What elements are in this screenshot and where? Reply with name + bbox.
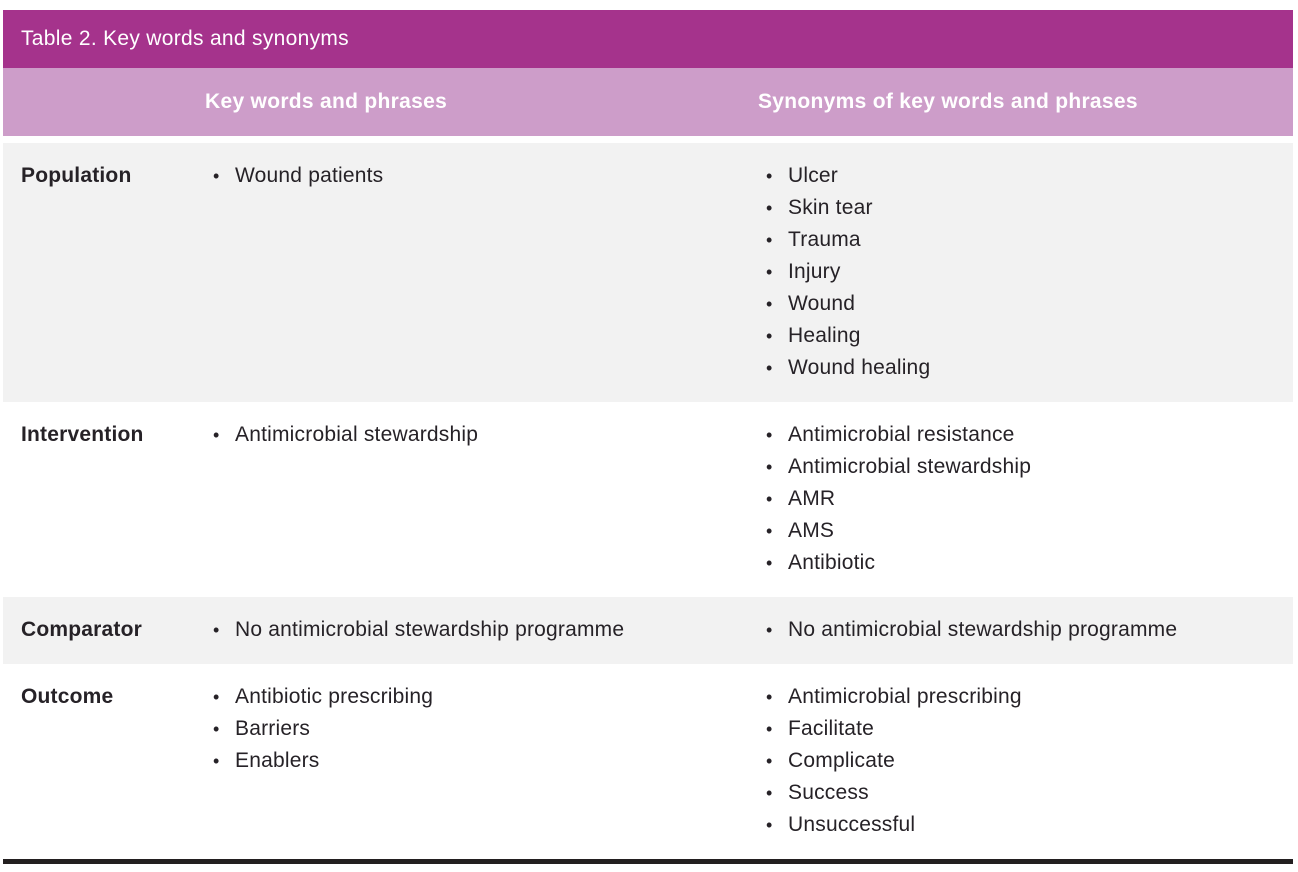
bullet-item bbox=[766, 192, 1293, 224]
bullet-text: No antimicrobial stewardship programme bbox=[235, 618, 625, 641]
bullet-text: Facilitate bbox=[788, 717, 875, 740]
bullet-icon: • bbox=[766, 166, 773, 186]
table-row bbox=[3, 597, 1293, 664]
column-header-row bbox=[3, 68, 1293, 136]
bullet-item bbox=[766, 777, 1293, 809]
bullet-icon: • bbox=[766, 687, 773, 707]
bullet-icon: • bbox=[213, 751, 220, 771]
bullet-text: AMS bbox=[788, 519, 835, 542]
bullet-icon: • bbox=[213, 620, 220, 640]
bullet-item bbox=[213, 419, 758, 451]
bullet-item bbox=[213, 681, 758, 713]
bullet-text: Trauma bbox=[788, 228, 861, 251]
synonyms-list bbox=[758, 614, 1293, 646]
bullet-icon: • bbox=[766, 783, 773, 803]
bullet-item bbox=[213, 713, 758, 745]
bullet-item bbox=[766, 614, 1293, 646]
bullet-item bbox=[766, 451, 1293, 483]
bullet-item bbox=[766, 809, 1293, 841]
bullet-icon: • bbox=[766, 815, 773, 835]
bullet-icon: • bbox=[766, 457, 773, 477]
bullet-text: No antimicrobial stewardship programme bbox=[788, 618, 1178, 641]
bullet-text: Antibiotic prescribing bbox=[235, 685, 434, 708]
bullet-icon: • bbox=[766, 198, 773, 218]
table-body bbox=[3, 143, 1293, 859]
bullet-item bbox=[766, 160, 1293, 192]
row-label: Population bbox=[21, 164, 132, 187]
row-label: Comparator bbox=[21, 618, 143, 641]
bullet-icon: • bbox=[766, 521, 773, 541]
bullet-text: Antibiotic bbox=[788, 551, 876, 574]
bullet-item bbox=[213, 160, 758, 192]
bullet-text: AMR bbox=[788, 487, 836, 510]
table-row bbox=[3, 402, 1293, 597]
keywords-list bbox=[205, 160, 758, 384]
synonyms-list bbox=[758, 681, 1293, 841]
synonyms-list bbox=[758, 419, 1293, 579]
bullet-item bbox=[766, 547, 1293, 579]
bullet-text: Healing bbox=[788, 324, 861, 347]
bullet-item bbox=[766, 745, 1293, 777]
bullet-item bbox=[766, 256, 1293, 288]
bullet-icon: • bbox=[766, 553, 773, 573]
bullet-text: Complicate bbox=[788, 749, 896, 772]
bullet-icon: • bbox=[213, 719, 220, 739]
bullet-item bbox=[766, 681, 1293, 713]
bullet-icon: • bbox=[766, 294, 773, 314]
table-bottom-rule bbox=[3, 859, 1293, 864]
bullet-item bbox=[766, 515, 1293, 547]
bullet-icon: • bbox=[213, 166, 220, 186]
bullet-icon: • bbox=[766, 719, 773, 739]
bullet-icon: • bbox=[213, 425, 220, 445]
keywords-list bbox=[205, 614, 758, 646]
table-row bbox=[3, 664, 1293, 859]
bullet-icon: • bbox=[766, 358, 773, 378]
bullet-text: Wound patients bbox=[235, 164, 384, 187]
bullet-text: Skin tear bbox=[788, 196, 873, 219]
bullet-item bbox=[213, 614, 758, 646]
bullet-text: Enablers bbox=[235, 749, 320, 772]
bullet-icon: • bbox=[766, 326, 773, 346]
row-label: Outcome bbox=[21, 685, 114, 708]
table-row bbox=[3, 143, 1293, 402]
bullet-text: Antimicrobial resistance bbox=[788, 423, 1015, 446]
bullet-item bbox=[766, 288, 1293, 320]
bullet-text: Antimicrobial stewardship bbox=[235, 423, 479, 446]
bullet-text: Unsuccessful bbox=[788, 813, 916, 836]
bullet-item bbox=[766, 713, 1293, 745]
bullet-item bbox=[766, 320, 1293, 352]
table-title-bar bbox=[3, 10, 1293, 68]
keywords-table bbox=[3, 10, 1293, 864]
bullet-item bbox=[213, 745, 758, 777]
bullet-text: Barriers bbox=[235, 717, 311, 740]
bullet-item bbox=[766, 419, 1293, 451]
header-synonyms-label: Synonyms of key words and phrases bbox=[758, 90, 1138, 113]
bullet-text: Ulcer bbox=[788, 164, 839, 187]
bullet-icon: • bbox=[766, 262, 773, 282]
keywords-list bbox=[205, 419, 758, 579]
bullet-text: Antimicrobial prescribing bbox=[788, 685, 1022, 708]
bullet-icon: • bbox=[766, 489, 773, 509]
bullet-icon: • bbox=[766, 751, 773, 771]
table-title: Table 2. Key words and synonyms bbox=[21, 27, 349, 50]
bullet-icon: • bbox=[766, 425, 773, 445]
keywords-list bbox=[205, 681, 758, 841]
bullet-icon: • bbox=[213, 687, 220, 707]
bullet-text: Success bbox=[788, 781, 869, 804]
bullet-text: Wound bbox=[788, 292, 856, 315]
synonyms-list bbox=[758, 160, 1293, 384]
bullet-text: Wound healing bbox=[788, 356, 931, 379]
bullet-text: Antimicrobial stewardship bbox=[788, 455, 1032, 478]
bullet-item bbox=[766, 352, 1293, 384]
row-label: Intervention bbox=[21, 423, 144, 446]
bullet-icon: • bbox=[766, 230, 773, 250]
header-keywords-label: Key words and phrases bbox=[205, 90, 448, 113]
bullet-item bbox=[766, 483, 1293, 515]
bullet-item bbox=[766, 224, 1293, 256]
bullet-icon: • bbox=[766, 620, 773, 640]
bullet-text: Injury bbox=[788, 260, 841, 283]
